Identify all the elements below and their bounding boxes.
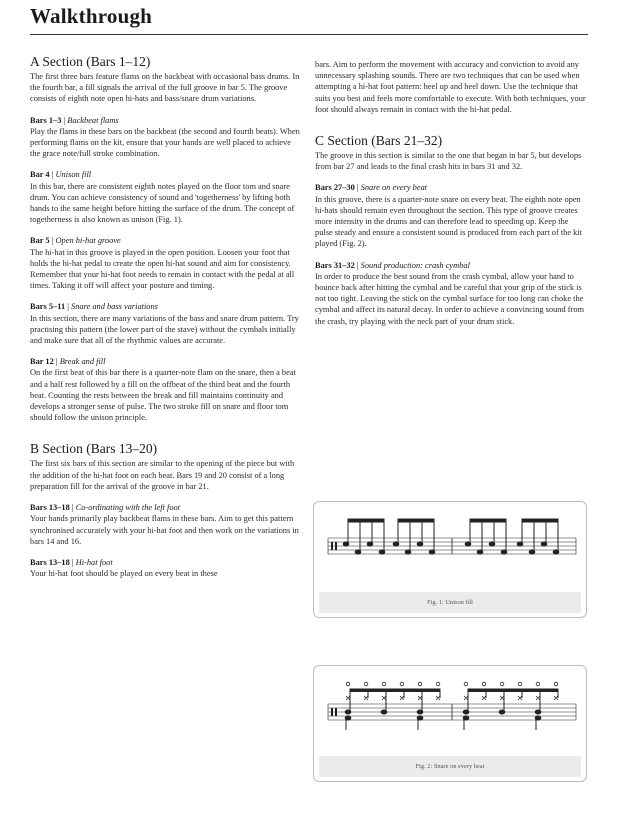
- subheading: Bars 5–11 | Snare and bass variations: [30, 302, 158, 312]
- subheading: Bars 1–3 | Backbeat flams: [30, 115, 119, 125]
- subheading: Bars 13–18 | Hi-hat foot: [30, 557, 113, 567]
- section-c-intro: The groove in this section is similar to the one that began in bar 5, but develops from bar 27 and leads to the final crash hits in bars 31 and 32.: [315, 151, 582, 172]
- bars-label: Bar 5: [30, 236, 50, 246]
- section-b-heading: B Section (Bars 13–20): [30, 441, 158, 457]
- paragraph: In order to produce the best sound from the crash cymbal, allow your hand to bounce back after hitting the cymbal and be careful that your grip of the stick is not too tight. Leaving the stick on the cymbal surface for too long can choke the cymbal and affect its natural decay. In order to achieve a convincing sound from the crash, try playing with the neck part of your drum stick.: [315, 271, 585, 326]
- bars-1-3-block: [30, 115, 302, 160]
- subheading-title: Backbeat flams: [67, 115, 119, 125]
- paragraph: Your hi-hat foot should be played on every beat in these: [30, 569, 218, 579]
- section-a-intro: The first three bars feature flams on the backbeat with occasional bass drums. In the fourth bar, a fill signals the arrival of the full groove in bar 5. The groove consists of eighth note open hi-hats and bass/snare drum variations.: [30, 72, 300, 104]
- subheading: Bars 13–18 | Co-ordinating with the left foot: [30, 503, 181, 513]
- subheading-title: Unison fill: [55, 170, 92, 180]
- paragraph: On the first beat of this bar there is a quarter-note flam on the snare, then a beat and a half rest followed by a fill on the offbeat of the third beat and the fourth beat. Counting the rests between the break and fill maintains continuity and develops a stronger sense of pulse. The two stroke fill on snare and floor tom should follow the unison principle.: [30, 368, 296, 423]
- subheading: Bar 12 | Break and fill: [30, 357, 106, 367]
- page-title: Walkthrough: [30, 4, 153, 28]
- continuation-paragraph: bars. Aim to perform the movement with accuracy and conviction to avoid any unnecessary splashing sounds. There are two techniques that can be used when attempting a hi-hat foot pattern: heel up and heel down. Use the technique that suits you best and feels more comfortable to execute. With both techniques, your foot should always remain in contact with the hi-hat pedal.: [315, 60, 586, 114]
- subheading: Bars 31–32 | Sound production: crash cymbal: [315, 260, 470, 270]
- bar-4-block: [30, 169, 302, 225]
- bars-label: Bars 1–3: [30, 115, 62, 125]
- figure-2: [313, 665, 587, 782]
- subheading-title: Break and fill: [59, 357, 106, 367]
- paragraph: The hi-hat in this groove is played in the open position. Loosen your foot that holds the hi-hat pedal to create the open hi-hat sound and aim for consistency. Remember that your hi-hat foot needs to remain in contact with the pedal at all times. Taking it off will affect your posture and timing.: [30, 247, 295, 291]
- figure-1-notation: [314, 502, 586, 592]
- left-column: [30, 54, 302, 589]
- section-a-heading: A Section (Bars 1–12): [30, 54, 151, 69]
- subheading-title: Hi-hat foot: [75, 557, 113, 567]
- subheading: Bar 5 | Open hi-hat groove: [30, 236, 121, 246]
- bars-label: Bar 12: [30, 357, 54, 367]
- bars-27-30-block: [315, 182, 587, 249]
- figure-1-caption: Fig. 1: Unison fill: [319, 592, 581, 613]
- subheading-title: Sound production: crash cymbal: [360, 260, 470, 270]
- bars-label: Bar 4: [30, 170, 50, 180]
- bars-label: Bars 5–11: [30, 302, 66, 312]
- figure-1: [313, 501, 587, 618]
- paragraph: In this bar, there are consistent eighth notes played on the floor tom and snare drum. You can achieve consistency of sound and 'togetherness' by lifting both hands to the same height before hitting the surface of the drum. The concept of togetherness is also known as unison (Fig. 1).: [30, 181, 295, 225]
- bars-31-32-block: [315, 260, 587, 327]
- bars-13-18-coordination-block: [30, 502, 302, 547]
- bars-13-18-hihat-block: [30, 557, 302, 579]
- bar-12-block: [30, 356, 302, 423]
- bar-5-block: [30, 235, 302, 291]
- paragraph: Play the flams in these bars on the backbeat (the second and fourth beats). When performing flams on the kit, ensure that your hands are well placed to achieve the grace note/full stroke combination.: [30, 126, 300, 159]
- paragraph: In this section, there are many variations of the bass and snare drum pattern. Try practising this pattern (the lower part of the stave) without the cymbals initially and make sure that all of the rhythmic values are accurate.: [30, 313, 299, 346]
- section-b-intro: The first six bars of this section are similar to the opening of the piece but with the addition of the hi-hat foot on each beat. Bars 19 and 20 consist of a long preparation fill for the arrival of the groove in bar 21.: [30, 459, 295, 491]
- subheading: Bar 4 | Unison fill: [30, 170, 92, 180]
- title-rule: [30, 34, 588, 35]
- bars-label: Bars 13–18: [30, 557, 70, 567]
- figure-2-notation: [314, 666, 586, 756]
- bars-label: Bars 27–30: [315, 183, 355, 193]
- bars-label: Bars 13–18: [30, 503, 70, 513]
- subheading-title: Co-ordinating with the left foot: [75, 503, 181, 513]
- subheading-title: Open hi-hat groove: [55, 236, 121, 246]
- subheading-title: Snare and bass variations: [71, 302, 158, 312]
- subheading-title: Snare on every beat: [360, 183, 428, 193]
- section-c-heading: C Section (Bars 21–32): [315, 133, 443, 149]
- figure-2-caption: Fig. 2: Snare on every beat: [319, 756, 581, 777]
- bars-5-11-block: [30, 301, 302, 346]
- paragraph: In this groove, there is a quarter-note snare on every beat. The eighth note open hi-hats should remain even throughout the section. This type of groove creates more intensity in the drums and can therefore lead to speeding up. Keep the pulse steady and ensure a consistent sound is produced from each part of the kit played (Fig. 2).: [315, 194, 582, 249]
- subheading: Bars 27–30 | Snare on every beat: [315, 183, 428, 193]
- paragraph: Your hands primarily play backbeat flams in these bars. Aim to get this pattern synchronised accurately with your hi-hat foot and then work on the variations in bars 14 and 16.: [30, 514, 299, 546]
- bars-label: Bars 31–32: [315, 260, 355, 270]
- right-column: [315, 59, 587, 337]
